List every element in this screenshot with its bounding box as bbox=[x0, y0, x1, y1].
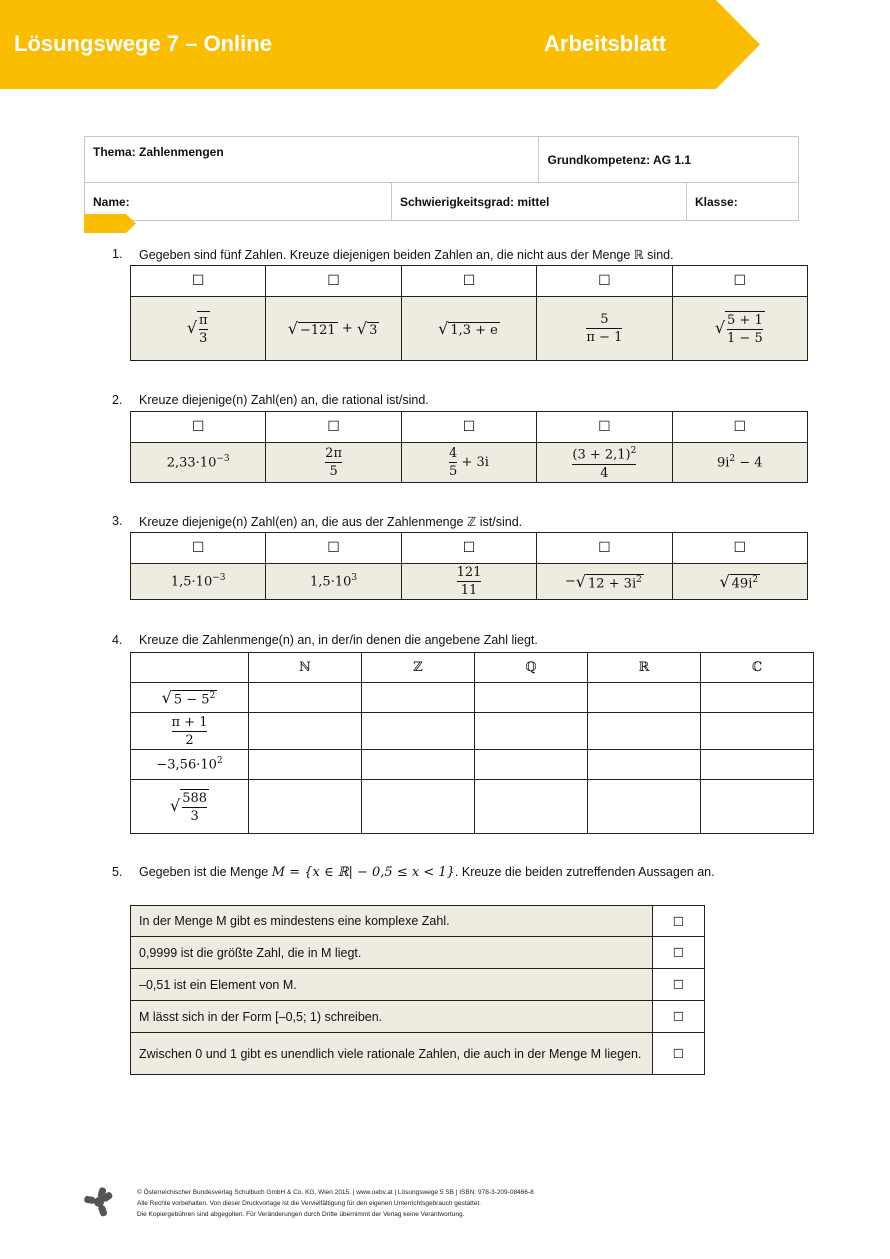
q3-checkbox-2[interactable]: ☐ bbox=[266, 533, 401, 564]
q4-row-label-3: $-3,56\cdot 10^2$ bbox=[131, 750, 249, 780]
q3-checkbox-3[interactable]: ☐ bbox=[401, 533, 536, 564]
set-rational: ℚ bbox=[475, 653, 588, 683]
q1-table bbox=[130, 265, 808, 361]
q1-number-2: √ −121 + √ 3 bbox=[266, 297, 401, 361]
q4-cell[interactable] bbox=[701, 780, 814, 834]
q4-cell[interactable] bbox=[249, 713, 362, 750]
footer-rights: Alle Rechte vorbehalten. Von dieser Druckvorlage ist die Vervielfältigung für den eigenen Unterrichtsgebrauch gestattet. bbox=[137, 1200, 481, 1207]
q2-checkbox-1[interactable]: ☐ bbox=[131, 412, 266, 443]
q5-checkbox-2[interactable]: ☐ bbox=[653, 937, 705, 969]
q4-table bbox=[130, 652, 814, 834]
q5-checkbox-3[interactable]: ☐ bbox=[653, 969, 705, 1001]
statement-1: In der Menge M gibt es mindestens eine komplexe Zahl. bbox=[131, 906, 653, 937]
q4-cell[interactable] bbox=[362, 713, 475, 750]
question-text: Gegeben ist die Menge M = {x ∈ ℝ| − 0,5 ≤ x < 1}. Kreuze die beiden zutreffenden Aussagen an. bbox=[139, 865, 715, 880]
q3-number-1: $1,5\cdot 10^{-3}$ bbox=[131, 564, 266, 600]
q2-checkbox-3[interactable]: ☐ bbox=[401, 412, 536, 443]
question-number: 3. bbox=[112, 514, 123, 528]
footer-disclaimer: Die Kopiergebühren sind abgegolten. Für Veränderungen durch Dritte übernimmt der Verlag keine Verantwortung. bbox=[137, 1211, 465, 1218]
worksheet-type: Arbeitsblatt bbox=[544, 31, 667, 56]
publisher-logo-icon bbox=[83, 1186, 115, 1218]
q4-cell[interactable] bbox=[701, 683, 814, 713]
q4-corner-cell bbox=[131, 653, 249, 683]
q5-checkbox-1[interactable]: ☐ bbox=[653, 906, 705, 937]
info-table bbox=[84, 136, 799, 221]
q3-number-5: √ $49i^2$ bbox=[672, 564, 807, 600]
q3-number-3: $\frac{121}{11}$ bbox=[401, 564, 536, 600]
q2-number-2: $\frac{2\pi}{5}$ bbox=[266, 443, 401, 483]
q3-checkbox-1[interactable]: ☐ bbox=[131, 533, 266, 564]
q3-number-2: $1,5\cdot 10^3$ bbox=[266, 564, 401, 600]
q3-checkbox-5[interactable]: ☐ bbox=[672, 533, 807, 564]
small-arrow-marker bbox=[84, 214, 136, 233]
q3-checkbox-4[interactable]: ☐ bbox=[537, 533, 672, 564]
question-text: Kreuze die Zahlenmenge(n) an, in der/in denen die angebene Zahl liegt. bbox=[139, 633, 538, 647]
q4-cell[interactable] bbox=[701, 750, 814, 780]
question-text: Kreuze diejenige(n) Zahl(en) an, die aus der Zahlenmenge ℤ ist/sind. bbox=[139, 515, 523, 529]
q1-number-1: √ $\frac{\pi}{3}$ bbox=[131, 297, 266, 361]
q2-number-5: $9i^2 - 4$ bbox=[672, 443, 807, 483]
competence-cell: Grundkompetenz: AG 1.1 bbox=[539, 137, 799, 183]
q2-checkbox-2[interactable]: ☐ bbox=[266, 412, 401, 443]
q4-cell[interactable] bbox=[249, 780, 362, 834]
q1-number-5: √ $\frac{5 + 1}{1 - 5}$ bbox=[672, 297, 807, 361]
q4-cell[interactable] bbox=[475, 713, 588, 750]
worksheet-title: Lösungswege 7 – Online bbox=[14, 31, 272, 56]
q4-cell[interactable] bbox=[362, 750, 475, 780]
q4-cell[interactable] bbox=[588, 713, 701, 750]
set-expression: M = {x ∈ ℝ| − 0,5 ≤ x < 1} bbox=[271, 865, 455, 880]
set-natural: ℕ bbox=[249, 653, 362, 683]
q4-cell[interactable] bbox=[475, 780, 588, 834]
q4-cell[interactable] bbox=[475, 750, 588, 780]
question-number: 2. bbox=[112, 393, 123, 407]
q2-checkbox-4[interactable]: ☐ bbox=[537, 412, 672, 443]
q2-number-1: $2,33\cdot 10^{-3}$ bbox=[131, 443, 266, 483]
q4-cell[interactable] bbox=[701, 713, 814, 750]
q4-cell[interactable] bbox=[362, 780, 475, 834]
q2-number-4: $\frac{(3 + 2,1)^2}{4}$ bbox=[537, 443, 672, 483]
q1-checkbox-4[interactable]: ☐ bbox=[537, 266, 672, 297]
set-complex: ℂ bbox=[701, 653, 814, 683]
q4-cell[interactable] bbox=[588, 683, 701, 713]
class-field[interactable]: Klasse: bbox=[687, 183, 799, 221]
q4-row-label-2: $\frac{\pi + 1}{2}$ bbox=[131, 713, 249, 750]
set-integer: ℤ bbox=[362, 653, 475, 683]
q4-cell[interactable] bbox=[362, 683, 475, 713]
q1-checkbox-5[interactable]: ☐ bbox=[672, 266, 807, 297]
q1-checkbox-1[interactable]: ☐ bbox=[131, 266, 266, 297]
q1-checkbox-2[interactable]: ☐ bbox=[266, 266, 401, 297]
q3-table bbox=[130, 532, 808, 600]
difficulty-cell: Schwierigkeitsgrad: mittel bbox=[392, 183, 687, 221]
q5-checkbox-5[interactable]: ☐ bbox=[653, 1033, 705, 1075]
statement-4: M lässt sich in der Form [–0,5; 1) schreiben. bbox=[131, 1001, 653, 1033]
statement-2: 0,9999 ist die größte Zahl, die in M liegt. bbox=[131, 937, 653, 969]
question-number: 1. bbox=[112, 247, 123, 261]
q4-cell[interactable] bbox=[249, 750, 362, 780]
q4-cell[interactable] bbox=[249, 683, 362, 713]
header-banner bbox=[0, 0, 760, 89]
q2-table bbox=[130, 411, 808, 483]
statement-3: –0,51 ist ein Element von M. bbox=[131, 969, 653, 1001]
name-field[interactable]: Name: bbox=[85, 183, 392, 221]
question-text: Gegeben sind fünf Zahlen. Kreuze diejenigen beiden Zahlen an, die nicht aus der Menge ℝ sind. bbox=[139, 248, 674, 262]
q2-number-3: $\frac{4}{5}$ + 3i bbox=[401, 443, 536, 483]
q1-checkbox-3[interactable]: ☐ bbox=[401, 266, 536, 297]
q4-cell[interactable] bbox=[475, 683, 588, 713]
q1-number-3: √ 1,3 + e bbox=[401, 297, 536, 361]
q4-cell[interactable] bbox=[588, 780, 701, 834]
q1-number-4: $\frac{5}{\pi - 1}$ bbox=[537, 297, 672, 361]
q4-row-label-1: √ $5 - 5^2$ bbox=[131, 683, 249, 713]
question-text: Kreuze diejenige(n) Zahl(en) an, die rational ist/sind. bbox=[139, 393, 429, 407]
q5-checkbox-4[interactable]: ☐ bbox=[653, 1001, 705, 1033]
statement-5: Zwischen 0 und 1 gibt es unendlich viele rationale Zahlen, die auch in der Menge M liegen. bbox=[131, 1033, 653, 1075]
topic-cell: Thema: Zahlenmengen bbox=[85, 137, 539, 183]
footer-copyright: © Österreichischer Bundesverlag Schulbuch GmbH & Co. KG, Wien 2015. | www.oebv.at | Lösungswege 5 SB | ISBN: 978-3-209-08466-8 bbox=[137, 1189, 534, 1196]
set-real: ℝ bbox=[588, 653, 701, 683]
question-number: 4. bbox=[112, 633, 123, 647]
q5-table bbox=[130, 905, 705, 1075]
q3-number-4: −√ $12 + 3i^2$ bbox=[537, 564, 672, 600]
q2-checkbox-5[interactable]: ☐ bbox=[672, 412, 807, 443]
q4-cell[interactable] bbox=[588, 750, 701, 780]
question-number: 5. bbox=[112, 865, 123, 879]
q4-row-label-4: √ $\frac{588}{3}$ bbox=[131, 780, 249, 834]
